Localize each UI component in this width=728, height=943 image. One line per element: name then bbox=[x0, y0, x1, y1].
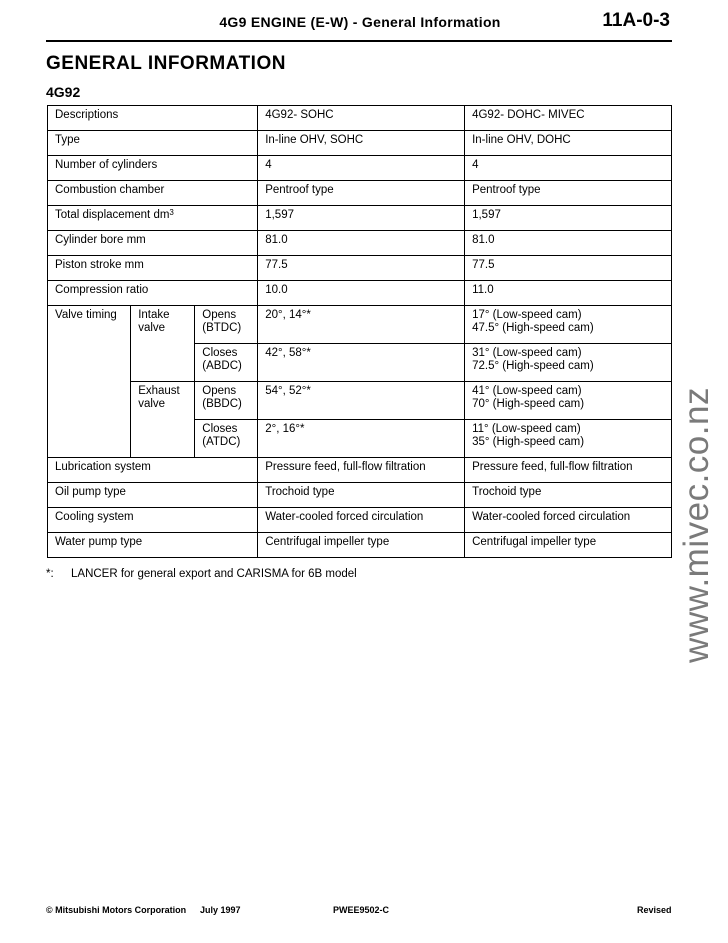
table-row bbox=[48, 231, 672, 256]
header-mivec: 4G92- DOHC- MIVEC bbox=[465, 106, 672, 131]
page-number: 11A-0-3 bbox=[602, 10, 670, 31]
sohc-value: 2°, 16°* bbox=[258, 420, 465, 458]
sohc-value: Water-cooled forced circulation bbox=[258, 508, 465, 533]
event-line1: Closes bbox=[202, 423, 238, 435]
mivec-value bbox=[465, 344, 672, 382]
sohc-value: 4 bbox=[258, 156, 465, 181]
valve-timing-row bbox=[48, 344, 672, 382]
row-label: Water pump type bbox=[48, 533, 258, 558]
sohc-value: 81.0 bbox=[258, 231, 465, 256]
event-label bbox=[195, 420, 258, 458]
sohc-value: 77.5 bbox=[258, 256, 465, 281]
table-row bbox=[48, 156, 672, 181]
row-label: Compression ratio bbox=[48, 281, 258, 306]
sohc-value: Pressure feed, full-flow filtration bbox=[258, 458, 465, 483]
row-label: Oil pump type bbox=[48, 483, 258, 508]
event-line2: (BBDC) bbox=[202, 398, 242, 410]
row-label: Cylinder bore mm bbox=[48, 231, 258, 256]
footnote bbox=[46, 568, 357, 580]
event-label bbox=[195, 382, 258, 420]
row-label: Cooling system bbox=[48, 508, 258, 533]
table-row bbox=[48, 281, 672, 306]
empty-cell bbox=[131, 420, 195, 458]
mivec-value: 1,597 bbox=[465, 206, 672, 231]
section-title: GENERAL INFORMATION bbox=[46, 53, 286, 74]
mivec-value: Trochoid type bbox=[465, 483, 672, 508]
table-row bbox=[48, 181, 672, 206]
empty-cell bbox=[48, 420, 131, 458]
mivec-value: 4 bbox=[465, 156, 672, 181]
sohc-value: 42°, 58°* bbox=[258, 344, 465, 382]
valve-timing-row bbox=[48, 382, 672, 420]
mivec-value bbox=[465, 382, 672, 420]
mivec-value: In-line OHV, DOHC bbox=[465, 131, 672, 156]
mivec-line2: 35° (High-speed cam) bbox=[472, 436, 585, 448]
event-line2: (BTDC) bbox=[202, 322, 242, 334]
footer-status: Revised bbox=[637, 905, 672, 915]
table-row bbox=[48, 256, 672, 281]
header-title: 4G9 ENGINE (E-W) - General Information bbox=[219, 14, 501, 30]
mivec-value: 77.5 bbox=[465, 256, 672, 281]
mivec-line2: 70° (High-speed cam) bbox=[472, 398, 585, 410]
valve-timing-row bbox=[48, 306, 672, 344]
sohc-value: 1,597 bbox=[258, 206, 465, 231]
mivec-value: Pentroof type bbox=[465, 181, 672, 206]
mivec-line1: 41° (Low-speed cam) bbox=[472, 385, 582, 397]
superscript: 3 bbox=[169, 208, 174, 217]
sohc-value: Centrifugal impeller type bbox=[258, 533, 465, 558]
row-label: Combustion chamber bbox=[48, 181, 258, 206]
table-row bbox=[48, 483, 672, 508]
row-label-text: Total displacement dm bbox=[55, 209, 170, 221]
specifications-table bbox=[47, 105, 672, 558]
mivec-value: Pressure feed, full-flow filtration bbox=[465, 458, 672, 483]
row-label: Piston stroke mm bbox=[48, 256, 258, 281]
mivec-line2: 72.5° (High-speed cam) bbox=[472, 360, 594, 372]
sohc-value: 54°, 52°* bbox=[258, 382, 465, 420]
event-label bbox=[195, 344, 258, 382]
mivec-value bbox=[465, 420, 672, 458]
watermark-text: www.mivec.co.nz bbox=[677, 387, 716, 663]
header-divider bbox=[46, 40, 672, 42]
footnote-text: LANCER for general export and CARISMA for 6B model bbox=[71, 568, 357, 580]
table-row bbox=[48, 206, 672, 231]
footer-code: PWEE9502-C bbox=[333, 905, 390, 915]
watermark bbox=[677, 360, 717, 690]
exhaust-valve-label bbox=[131, 382, 195, 420]
mivec-value: Centrifugal impeller type bbox=[465, 533, 672, 558]
intake-label-line1: Intake bbox=[138, 309, 170, 321]
exhaust-label-line1: Exhaust bbox=[138, 385, 180, 397]
empty-cell bbox=[131, 344, 195, 382]
footnote-mark: *: bbox=[46, 568, 54, 580]
row-label-displacement bbox=[48, 206, 258, 231]
sohc-value: Pentroof type bbox=[258, 181, 465, 206]
row-label: Type bbox=[48, 131, 258, 156]
model-title: 4G92 bbox=[46, 84, 81, 100]
table-row bbox=[48, 533, 672, 558]
footer-copyright: © Mitsubishi Motors Corporation bbox=[46, 905, 187, 915]
mivec-line1: 17° (Low-speed cam) bbox=[472, 309, 582, 321]
mivec-line1: 31° (Low-speed cam) bbox=[472, 347, 582, 359]
table-row bbox=[48, 131, 672, 156]
sohc-value: In-line OHV, SOHC bbox=[258, 131, 465, 156]
row-label: Number of cylinders bbox=[48, 156, 258, 181]
intake-valve-label bbox=[131, 306, 195, 344]
sohc-value: 10.0 bbox=[258, 281, 465, 306]
mivec-line1: 11° (Low-speed cam) bbox=[472, 423, 581, 435]
table-row bbox=[48, 508, 672, 533]
event-line1: Opens bbox=[202, 385, 237, 397]
event-line2: (ATDC) bbox=[202, 436, 241, 448]
mivec-value: Water-cooled forced circulation bbox=[465, 508, 672, 533]
sohc-value: Trochoid type bbox=[258, 483, 465, 508]
row-label: Lubrication system bbox=[48, 458, 258, 483]
table-row bbox=[48, 458, 672, 483]
empty-cell bbox=[48, 382, 131, 420]
event-line1: Opens bbox=[202, 309, 237, 321]
exhaust-label-line2: valve bbox=[138, 398, 166, 410]
header-sohc: 4G92- SOHC bbox=[258, 106, 465, 131]
mivec-value: 81.0 bbox=[465, 231, 672, 256]
event-line2: (ABDC) bbox=[202, 360, 242, 372]
mivec-value bbox=[465, 306, 672, 344]
mivec-value: 11.0 bbox=[465, 281, 672, 306]
valve-timing-label: Valve timing bbox=[48, 306, 131, 344]
event-line1: Closes bbox=[202, 347, 238, 359]
footer-date: July 1997 bbox=[200, 905, 241, 915]
event-label bbox=[195, 306, 258, 344]
intake-label-line2: valve bbox=[138, 322, 166, 334]
header-descriptions: Descriptions bbox=[48, 106, 258, 131]
empty-cell bbox=[48, 344, 131, 382]
table-header-row bbox=[48, 106, 672, 131]
sohc-value: 20°, 14°* bbox=[258, 306, 465, 344]
valve-timing-row bbox=[48, 420, 672, 458]
mivec-line2: 47.5° (High-speed cam) bbox=[472, 322, 594, 334]
